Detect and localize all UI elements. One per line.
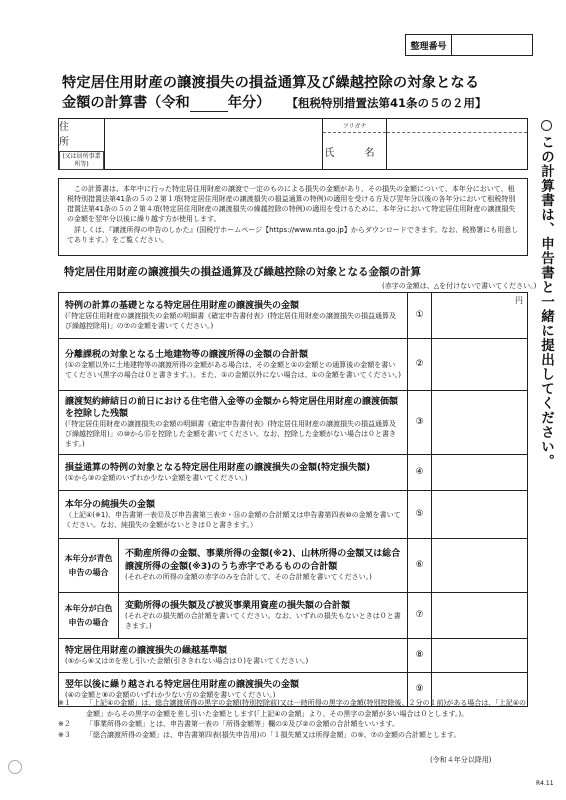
amount-field-7[interactable] <box>432 593 528 639</box>
furigana-field[interactable] <box>387 119 527 133</box>
row-title: 特定居住用財産の譲渡損失の繰越基準額 <box>65 645 228 656</box>
amount-field-1[interactable] <box>432 293 528 339</box>
blue-return-label: 本年分が青色申告の場合 <box>59 539 119 593</box>
title-prefix: 金額の計算書（令和 <box>62 95 190 111</box>
row-8-description <box>59 639 408 673</box>
row-number: ⑨ <box>408 673 432 707</box>
amount-field-4[interactable] <box>432 455 528 491</box>
section-note: (赤字の金額は、△を付けないで書いてください。) <box>382 282 537 290</box>
year-field[interactable] <box>190 98 228 112</box>
address-label: 住 所 <box>59 122 95 148</box>
table-row <box>59 593 528 639</box>
amount-field-2[interactable] <box>432 339 528 391</box>
amount-field-6[interactable] <box>432 539 528 593</box>
row-number: ① <box>408 293 432 339</box>
footnote-text: 「総合譲渡所得の金額」は、申告書第四表(損失申告用)の「１損失額又は所得金額」の⑤、⑦の金額の合計額とします。 <box>86 730 461 739</box>
law-reference: 【租税特別措置法第41条の５の２用】 <box>292 96 487 110</box>
calculation-table <box>58 292 528 707</box>
row-title: 変動所得の損失額及び被災事業用資産の損失額の合計額 <box>125 600 351 611</box>
amount-field-5[interactable] <box>432 491 528 539</box>
version-label: (令和４年分以降用) <box>430 756 492 764</box>
row-title: 特例の計算の基礎となる特定居住用財産の譲渡損失の金額 <box>65 300 300 311</box>
row-title: 不動産所得の金額、事業所得の金額(※2)、山林所得の金額又は総合譲渡所得の金額(※3)のうち赤字であるものの合計額 <box>125 549 401 572</box>
row-instruction: (それぞれの所得の金額の赤字のみを合計して、その合計額を書いてください。) <box>125 572 372 581</box>
notice-paragraph-1: この計算書は、本年中に行った特定居住用財産の譲渡で一定のものによる損失の金額があり、その損失の金額について、本年分において、租税特別措置法第41条の５の２第１項(特定居住用財産の譲渡損失の損益通算の特例)の適用を受ける方及び翌年分以後の各年分において租税特別措置法第41条の５の２第４項(特定居住用財産の譲渡損失の繰越控除の特例)の適用を受けるために、本年分において特定居住用財産の譲渡損失の金額を翌年分以後に繰り越す方が使用します。 <box>67 185 516 224</box>
row-title: 本年分の純損失の金額 <box>65 499 156 510</box>
address-sublabel: (又は居所事業所等) <box>59 151 104 170</box>
reference-number-label: 整理番号 <box>406 35 452 55</box>
row-number: ⑥ <box>408 539 432 593</box>
row-instruction: (「特定居住用財産の譲渡損失の金額の明細書《確定申告書付表》(特定居住用財産の譲渡損失の損益通算及び繰越控除用)」の⑩から⑮を控除した金額を書いてください。なお、控除した金額がない場合は０と書きます。) <box>65 419 397 448</box>
name-label-cell <box>323 119 387 169</box>
taxpayer-info-block <box>58 118 528 170</box>
row-2-description <box>59 339 408 391</box>
row-3-description <box>59 391 408 455</box>
table-row <box>59 455 528 491</box>
submission-text: この計算書は、申告書と一緒に提出してください。 <box>538 135 554 469</box>
row-number: ⑧ <box>408 639 432 673</box>
row-number: ④ <box>408 455 432 491</box>
name-field-cell <box>387 119 527 169</box>
punch-hole-mark-icon <box>8 760 22 774</box>
furigana-label: フリガナ <box>323 119 386 133</box>
row-instruction: (それぞれの損失額の合計額を書いてください。なお、いずれの損失もないときは０と書きます。) <box>125 611 401 630</box>
footnote-mark: ※３ <box>58 730 71 739</box>
row-number: ② <box>408 339 432 391</box>
amount-field-3[interactable] <box>432 391 528 455</box>
row-1-description <box>59 293 408 339</box>
footnote-mark: ※１ <box>58 699 71 707</box>
yen-unit: 円 <box>515 296 523 305</box>
address-field[interactable] <box>105 119 323 169</box>
name-label: 氏 名 <box>324 147 385 159</box>
row-instruction: (①の金額以外に土地建物等の譲渡所得の金額がある場合は、その金額と①の金額との通算後の金額を書いてください(黒字の場合は０と書きます。）。また、①の金額以外にない場合は、①の金額を書いてください。) <box>65 360 401 379</box>
footnote-text: 「事業所得の金額」とは、申告書第一表の「所得金額等」欄の①及び②の金額の合計額をいいます。 <box>86 720 399 728</box>
row-instruction: (④の金額と⑧の金額のいずれか少ない方の金額を書いてください。) <box>65 690 276 699</box>
table-row <box>59 639 528 673</box>
reference-number-field[interactable] <box>452 35 532 55</box>
footnote <box>58 719 532 730</box>
notice-paragraph-2: 詳しくは、『譲渡所得の申告のしかた』(国税庁ホームページ【https://www.nta.go.jp】からダウンロードできます。なお、税務署にも用意してあります。）をご覧ください。 <box>67 225 519 244</box>
row-title: 翌年以後に繰り越される特定居住用財産の譲渡損失の金額 <box>65 679 300 690</box>
reference-number-box <box>405 34 533 56</box>
address-label-cell <box>59 119 105 169</box>
row-instruction: （上記④(※1)、申告書第一表⑫及び申告書第三表⑦・⑯の金額の合計額又は申告書第四表⑩の金額を書いてください。なお、純損失の金額がないときは０と書きます。） <box>65 510 401 529</box>
white-return-label: 本年分が白色申告の場合 <box>59 593 119 639</box>
name-field[interactable] <box>387 133 527 169</box>
row-instruction: (①から③の金額のいずれか少ない金額を書いてください。) <box>65 473 248 482</box>
form-title-line2 <box>62 92 487 112</box>
row-4-description <box>59 455 408 491</box>
row-instruction: (「特定居住用財産の譲渡損失の金額の明細書《確定申告書付表》(特定居住用財産の譲渡損失の損益通算及び繰越控除用)」の⑦の金額を書いてください。) <box>65 311 396 330</box>
row-title: 分離課税の対象となる土地建物等の譲渡所得の金額の合計額 <box>65 349 309 360</box>
row-number: ③ <box>408 391 432 455</box>
amount-field-8[interactable] <box>432 639 528 673</box>
footnote-mark: ※２ <box>58 720 71 728</box>
row-title: 譲渡契約締結日の前日における住宅借入金等の金額から特定居住用財産の譲渡価額を控除した残額 <box>65 396 399 419</box>
row-title: 損益通算の特例の対象となる特定居住用財産の譲渡損失の金額(特定損失額) <box>65 462 371 473</box>
table-row <box>59 293 528 339</box>
title-suffix: 年分） <box>227 95 271 111</box>
circle-icon <box>541 120 552 131</box>
row-7-description <box>119 593 408 639</box>
explanatory-notice <box>58 178 528 256</box>
table-row <box>59 391 528 455</box>
form-code: R4.11 <box>536 780 554 787</box>
section-title: 特定居住用財産の譲渡損失の損益通算及び繰越控除の対象となる金額の計算 <box>64 266 421 278</box>
table-row <box>59 339 528 391</box>
table-row <box>59 491 528 539</box>
row-5-description <box>59 491 408 539</box>
footnote <box>58 698 532 719</box>
row-6-description <box>119 539 408 593</box>
row-number: ⑦ <box>408 593 432 639</box>
row-instruction: (⑤から⑥又は⑦を差し引いた金額(引ききれない場合は０)を書いてください。) <box>65 656 309 665</box>
table-row <box>59 539 528 593</box>
footnote-text: 「上記④の金額」は、総合譲渡所得の黒字の金額(特別控除前)又は一時所得の黒字の金額(特別控除後、２分の１前)がある場合は、「上記④の金額」からその黒字の金額を差し引いた金額とします(「上記④の金額」より、その黒字の金額が多い場合は０とします。)。 <box>86 699 526 718</box>
footnote <box>58 730 532 741</box>
form-title-line1: 特定居住用財産の譲渡損失の損益通算及び繰越控除の対象となる <box>62 75 480 91</box>
submission-instruction <box>536 120 556 469</box>
footnotes <box>58 698 532 740</box>
row-number: ⑤ <box>408 491 432 539</box>
